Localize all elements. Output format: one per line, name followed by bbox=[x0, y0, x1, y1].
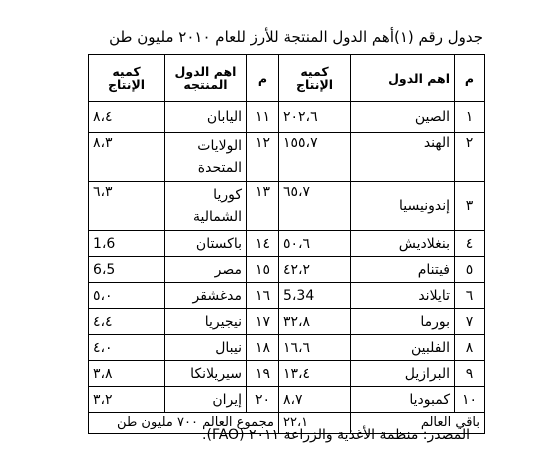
row-num: ١٠ bbox=[455, 387, 485, 413]
country-name: تايلاند bbox=[351, 283, 455, 309]
production-value: 6،5 bbox=[89, 257, 165, 283]
country-name: فيتنام bbox=[351, 257, 455, 283]
production-value: ٢٠٢،٦ bbox=[279, 102, 351, 133]
table-row bbox=[89, 335, 485, 361]
production-value: ٥٠،٦ bbox=[279, 231, 351, 257]
country-name: اليابان bbox=[165, 102, 247, 133]
table-row bbox=[89, 182, 485, 231]
table-row bbox=[89, 102, 485, 133]
row-num: ١٤ bbox=[247, 231, 279, 257]
rest-of-world-value: ٢٢،١ bbox=[279, 413, 351, 434]
table-row bbox=[89, 309, 485, 335]
row-num: ١٩ bbox=[247, 361, 279, 387]
production-value: ٨،٧ bbox=[279, 387, 351, 413]
row-num: ١٥ bbox=[247, 257, 279, 283]
country-name: نيجيريا bbox=[165, 309, 247, 335]
production-value: ٨،٤ bbox=[89, 102, 165, 133]
production-value: ٦٥،٧ bbox=[279, 182, 351, 231]
table-row bbox=[89, 387, 485, 413]
world-total: مجموع العالم ٧٠٠ مليون طن bbox=[89, 413, 279, 434]
row-num: ١ bbox=[455, 102, 485, 133]
country-name: مدغشقر bbox=[165, 283, 247, 309]
country-name: كوريا الشمالية bbox=[165, 182, 247, 231]
table-row bbox=[89, 283, 485, 309]
table-row bbox=[89, 257, 485, 283]
table-row bbox=[89, 231, 485, 257]
rest-of-world-label: باقي العالم bbox=[351, 413, 485, 434]
row-num: ١٣ bbox=[247, 182, 279, 231]
row-num: ٥ bbox=[455, 257, 485, 283]
table-row bbox=[89, 361, 485, 387]
production-value: ٥،٠ bbox=[89, 283, 165, 309]
country-name: الهند bbox=[351, 133, 455, 182]
production-value: ٣،٨ bbox=[89, 361, 165, 387]
row-num: ٢٠ bbox=[247, 387, 279, 413]
table-row bbox=[89, 133, 485, 182]
country-name: مصر bbox=[165, 257, 247, 283]
country-name: سيريلانكا bbox=[165, 361, 247, 387]
header-countries-2: اهم الدول المنتجه bbox=[165, 55, 247, 102]
country-name: نيبال bbox=[165, 335, 247, 361]
header-countries: اهم الدول bbox=[351, 55, 455, 102]
row-num: ٦ bbox=[455, 283, 485, 309]
row-num: ١١ bbox=[247, 102, 279, 133]
row-num: ٨ bbox=[455, 335, 485, 361]
country-name: البرازيل bbox=[351, 361, 455, 387]
rice-producers-table bbox=[88, 54, 485, 434]
production-value: ٨،٣ bbox=[89, 133, 165, 182]
production-value: ١٣،٤ bbox=[279, 361, 351, 387]
country-name: الفلبين bbox=[351, 335, 455, 361]
country-name: إيران bbox=[165, 387, 247, 413]
header-qty-2: كميه الإنتاج bbox=[89, 55, 165, 102]
production-value: ٤٢،٢ bbox=[279, 257, 351, 283]
header-num-2: م bbox=[247, 55, 279, 102]
header-qty: كميه الإنتاج bbox=[279, 55, 351, 102]
country-name: كمبوديا bbox=[351, 387, 455, 413]
country-name: الصين bbox=[351, 102, 455, 133]
row-num: ١٨ bbox=[247, 335, 279, 361]
production-value: ١٥٥،٧ bbox=[279, 133, 351, 182]
row-num: ٢ bbox=[455, 133, 485, 182]
production-value: ١٦،٦ bbox=[279, 335, 351, 361]
production-value: 5،34 bbox=[279, 283, 351, 309]
production-value: ٤،٤ bbox=[89, 309, 165, 335]
row-num: ١٦ bbox=[247, 283, 279, 309]
row-num: ٤ bbox=[455, 231, 485, 257]
country-name: بنغلاديش bbox=[351, 231, 455, 257]
production-value: ٣٢،٨ bbox=[279, 309, 351, 335]
row-num: ٧ bbox=[455, 309, 485, 335]
production-value: ٦،٣ bbox=[89, 182, 165, 231]
table-title: جدول رقم (١)أهم الدول المنتجة للأرز للعام ٢٠١٠ مليون طن bbox=[109, 28, 483, 46]
row-num: ١٧ bbox=[247, 309, 279, 335]
row-num: ١٢ bbox=[247, 133, 279, 182]
production-value: ٤،٠ bbox=[89, 335, 165, 361]
source-note: المصدر: منظمة الأغذية والزراعة ٢٠١١ (FAO). bbox=[202, 427, 470, 443]
header-num: م bbox=[455, 55, 485, 102]
production-value: 1،6 bbox=[89, 231, 165, 257]
country-name: باكستان bbox=[165, 231, 247, 257]
country-name: بورما bbox=[351, 309, 455, 335]
header-row bbox=[89, 55, 485, 102]
row-num: ٣ bbox=[455, 182, 485, 231]
country-name: الولايات المتحدة bbox=[165, 133, 247, 182]
country-name: إندونيسيا bbox=[351, 182, 455, 231]
row-num: ٩ bbox=[455, 361, 485, 387]
production-value: ٣،٢ bbox=[89, 387, 165, 413]
